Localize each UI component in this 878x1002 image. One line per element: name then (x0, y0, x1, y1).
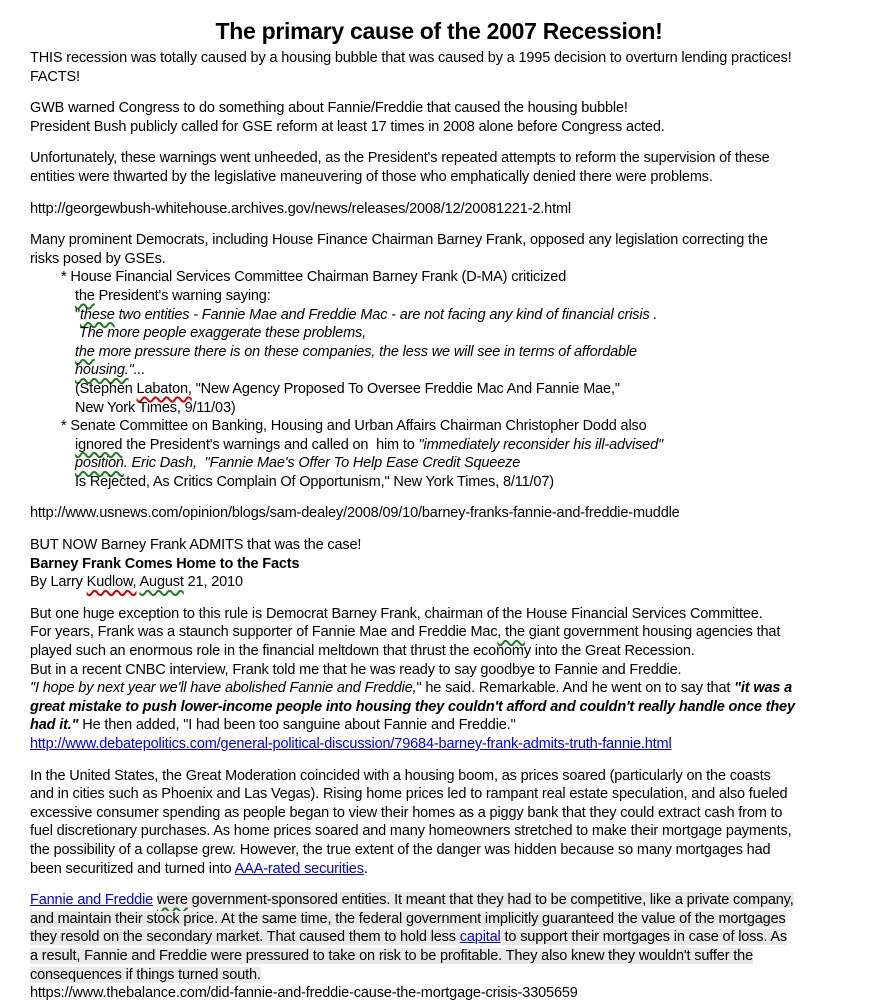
text-run: excessive consumer spending as people began to view their homes as a piggy bank that they could extract cash from to (30, 804, 783, 821)
text-run: "I hope by next year we'll have abolished Fannie and Freddie, (30, 680, 417, 697)
text-run: giant government housing agencies that (524, 624, 781, 641)
text-run: The more people exaggerate these problems, (75, 325, 366, 342)
inline-link[interactable]: capital (459, 929, 501, 946)
text-run: President Bush publicly called for GSE reform at least 17 times in 2008 alone before Congress acted. (30, 118, 665, 135)
text-run: great mistake to push lower-income people into housing they couldn't afford and couldn't really handle once they (30, 698, 795, 715)
text-run: * House Financial Services Committee Chairman Barney Frank (D-MA) criticized (61, 269, 567, 286)
text-run: entities were thwarted by the legislative maneuvering of those who emphatically denied there were problems. (30, 168, 713, 185)
text-line (30, 928, 848, 947)
text-run: 21, 2010 (183, 574, 243, 591)
squiggle-text: the (75, 287, 95, 304)
text-run: For years, Frank was a staunch supporter of Fannie Mae and Freddie Mac (30, 624, 498, 641)
text-run: Is Rejected, As Critics Complain Of Opportunism," New York Times, 8/11/07) (75, 473, 554, 490)
text-line (30, 231, 848, 250)
text-run: . Eric Dash, "Fannie Mae's Offer To Help Ease Credit Squeeze (123, 455, 521, 472)
text-run: to support their mortgages in case of loss. As (500, 929, 787, 946)
text-run: But in a recent CNBC interview, Frank told me that he was ready to say goodbye to Fannie and Freddie. (30, 661, 682, 678)
text-line (30, 698, 848, 717)
squiggle-text: the (75, 343, 95, 360)
blank-line (30, 754, 848, 767)
blank-line (30, 878, 848, 891)
text-run: they resold on the secondary market. That caused them to hold less (30, 929, 460, 946)
blank-line (30, 136, 848, 149)
squiggle-text: August (139, 574, 184, 591)
text-run: the possibility of a collapse grew. However, the true extent of the danger was hidden because so many mortgages had (30, 841, 771, 858)
text-run: By Larry (30, 574, 87, 591)
text-run: " he said. Remarkable. And he went on to say that (416, 680, 735, 697)
text-line (30, 454, 848, 473)
text-line (30, 380, 848, 399)
inline-link[interactable]: Fannie and Freddie (30, 892, 154, 909)
text-run: a result, Fannie and Freddie were pressured to take on risk to be profitable. They also knew they wouldn't suffer the (30, 947, 753, 964)
text-run: consequences if things turned south. (30, 966, 261, 983)
text-line (30, 417, 848, 436)
squiggle-text: housing. (75, 362, 129, 379)
blank-line (30, 218, 848, 231)
text-line (30, 860, 848, 879)
text-run: President's warning saying: (94, 287, 271, 304)
text-line (30, 966, 848, 985)
text-line (30, 623, 848, 642)
text-run: risks posed by GSEs. (30, 250, 166, 267)
text-run: had it." (30, 717, 79, 734)
blank-line (30, 86, 848, 99)
text-run: been securitized and turned into (30, 860, 235, 877)
text-line (30, 49, 848, 68)
text-line (30, 361, 848, 380)
text-line (30, 804, 848, 823)
text-run: "New Agency Proposed To Oversee Freddie Mac And Fannie Mae," (191, 380, 620, 397)
text-line (30, 947, 848, 966)
text-run: government-sponsored entities. It meant that they had to be competitive, like a private company, (187, 892, 794, 909)
text-line (30, 306, 848, 325)
squiggle-text: position (75, 455, 124, 472)
text-line (30, 716, 848, 735)
blank-line (30, 523, 848, 536)
text-run: Many prominent Democrats, including House Finance Chairman Barney Frank, opposed any legislation correcting the (30, 232, 768, 249)
text-run: "it was a (734, 680, 793, 697)
text-line (30, 250, 848, 269)
text-line (30, 504, 848, 523)
text-run: BUT NOW Barney Frank ADMITS that was the case! (30, 537, 362, 554)
text-line (30, 399, 848, 418)
squiggle-text: Labaton, (136, 380, 192, 397)
text-line (30, 287, 848, 306)
squiggle-text: these (80, 306, 115, 323)
text-run: http://georgewbush-whitehouse.archives.gov/news/releases/2008/12/20081221-2.html (30, 200, 571, 217)
text-line (30, 68, 848, 87)
text-line (30, 735, 848, 754)
inline-link[interactable]: http://www.debatepolitics.com/general-political-discussion/79684-barney-frank-admits-truth-fannie.html (30, 736, 672, 752)
text-line (30, 200, 848, 219)
text-run: played such an enormous role in the financial meltdown that thrust the economy into the Great Recession. (30, 643, 695, 660)
text-line (30, 555, 848, 574)
squiggle-text: , the (497, 624, 525, 641)
text-line (30, 841, 848, 860)
text-run: He then added, "I had been too sanguine about Fannie and Freddie." (78, 717, 516, 734)
text-line (30, 642, 848, 661)
text-run: more pressure there is on these companies, the less we will see in terms of affordable (94, 343, 637, 360)
squiggle-text: were (156, 892, 188, 909)
text-line (30, 910, 848, 929)
text-line (30, 984, 848, 1002)
squiggle-text: ignored (75, 436, 123, 453)
blank-line (30, 592, 848, 605)
text-run: In the United States, the Great Moderation coincided with a housing boom, as prices soared (particularly on the coasts (30, 767, 771, 784)
text-line (30, 343, 848, 362)
text-run: But one huge exception to this rule is Democrat Barney Frank, chairman of the House Financial Services Committee. (30, 605, 763, 622)
text-run: Barney Frank Comes Home to the Facts (30, 555, 300, 572)
text-run: "... (128, 362, 146, 379)
text-line (30, 118, 848, 137)
text-line (30, 536, 848, 555)
text-run: and maintain their stock price. At the same time, the federal government implicitly guaranteed the value of the mortgages (30, 910, 786, 927)
text-line (30, 324, 848, 343)
squiggle-text: Kudlow, (86, 574, 137, 591)
text-run: https://www.thebalance.com/did-fannie-and-freddie-cause-the-mortgage-crisis-3305659 (30, 985, 578, 1002)
text-line (30, 168, 848, 187)
text-run: . (363, 860, 368, 877)
text-line (30, 573, 848, 592)
text-line (30, 268, 848, 287)
text-line (30, 149, 848, 168)
inline-link[interactable]: AAA-rated securities (234, 860, 364, 877)
text-run: and in cities such as Phoenix and Las Vegas). Rising home prices led to rampant real estate speculation, and also fueled (30, 786, 788, 803)
text-run: FACTS! (30, 68, 80, 85)
text-line (30, 436, 848, 455)
text-line (30, 605, 848, 624)
text-run: (Stephen (75, 380, 137, 397)
text-run: fuel discretionary purchases. As home prices soared and many homeowners stretched to make their mortgage payments, (30, 823, 792, 840)
text-line (30, 891, 848, 910)
text-run: GWB warned Congress to do something about Fannie/Freddie that caused the housing bubble! (30, 100, 628, 117)
text-line (30, 767, 848, 786)
text-line (30, 785, 848, 804)
text-run: Unfortunately, these warnings went unheeded, as the President's repeated attempts to reform the supervision of these (30, 150, 770, 167)
blank-line (30, 491, 848, 504)
text-run: "immediately reconsider his ill-advised" (418, 436, 663, 453)
blank-line (30, 187, 848, 200)
text-line (30, 661, 848, 680)
text-run: http://www.usnews.com/opinion/blogs/sam-dealey/2008/09/10/barney-franks-fannie-and-freddie-muddle (30, 505, 680, 522)
text-run: two entities - Fannie Mae and Freddie Mac - are not facing any kind of financial crisis . (114, 306, 658, 323)
text-line (30, 822, 848, 841)
text-line (30, 473, 848, 492)
text-line (30, 679, 848, 698)
text-run: THIS recession was totally caused by a housing bubble that was caused by a 1995 decision to overturn lending practices! (30, 50, 792, 66)
text-run: * Senate Committee on Banking, Housing and Urban Affairs Chairman Christopher Dodd also (61, 418, 647, 435)
text-line (30, 99, 848, 118)
text-run: " (75, 306, 80, 323)
document-body (30, 49, 848, 1002)
document-title: The primary cause of the 2007 Recession! (215, 18, 663, 44)
text-run: the President's warnings and called on him to (122, 436, 419, 453)
text-run: New York Times, 9/11/03) (75, 399, 236, 416)
